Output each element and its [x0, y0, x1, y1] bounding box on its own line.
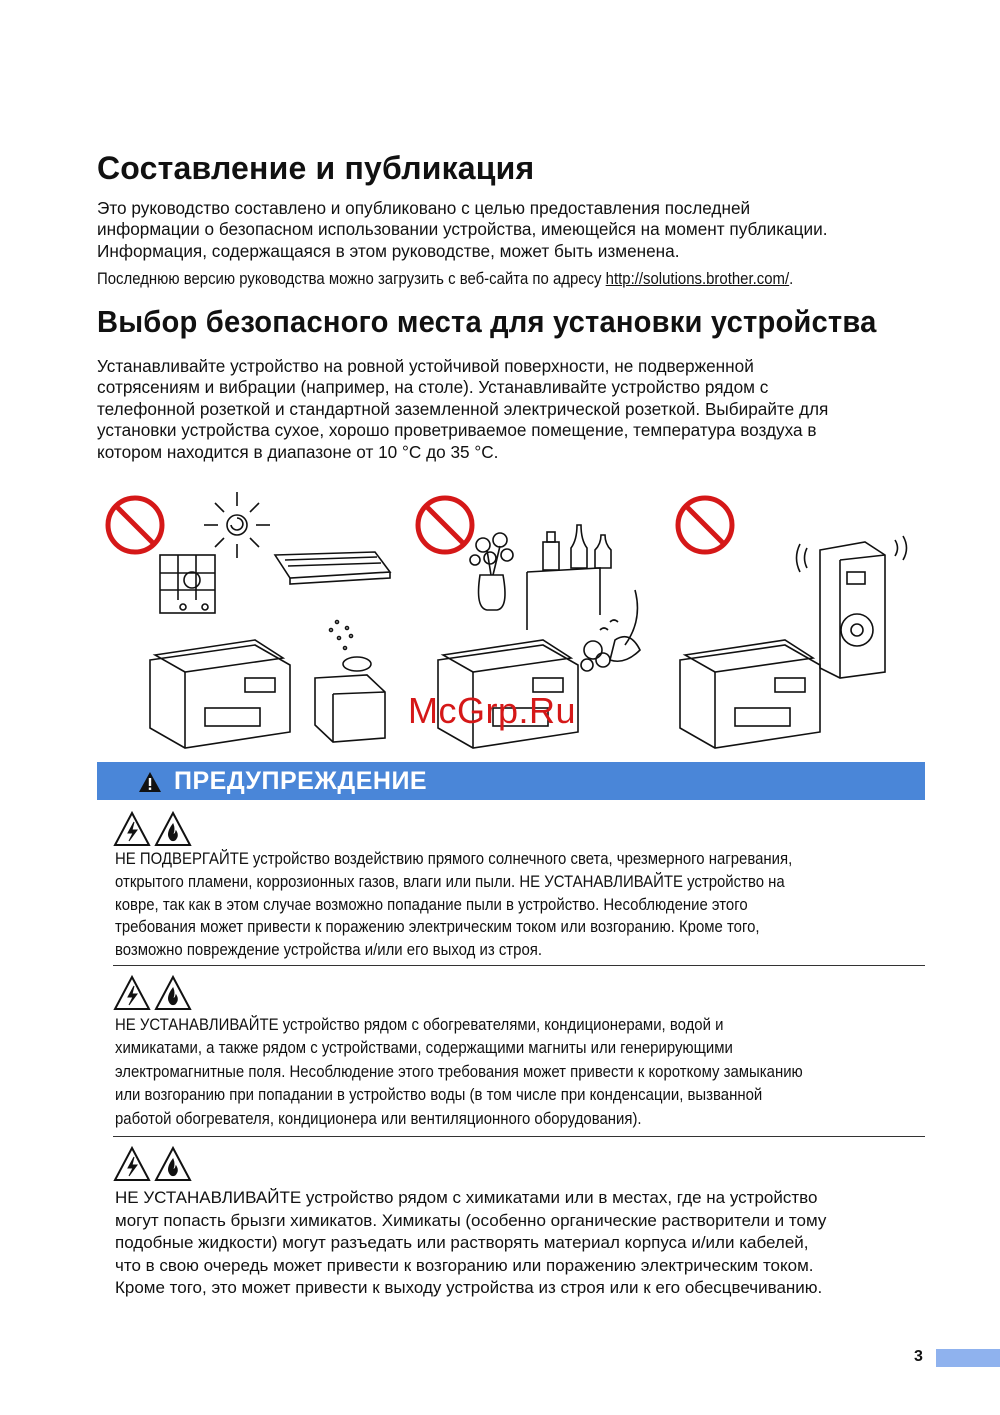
text-line: могут попасть брызги химикатов. Химикаты (особенно органические растворители и тому	[115, 1210, 827, 1230]
prohibit-icon	[678, 498, 732, 552]
section-title-publication: Составление и публикация	[97, 150, 535, 186]
download-link[interactable]: http://solutions.brother.com/	[605, 269, 790, 288]
fire-icon	[156, 1148, 190, 1180]
text-line: возможно повреждение устройства и/или его выход из строя.	[115, 940, 542, 960]
download-text: Последнюю версию руководства можно загрузить с веб-сайта по адресу	[97, 269, 606, 288]
divider	[113, 965, 925, 966]
printer-icon	[150, 640, 290, 748]
section-title-placement: Выбор безопасного места для установки устройства	[97, 304, 877, 339]
text-line: информации о безопасном использовании устройства, имеющейся на момент публикации.	[97, 219, 828, 240]
warning-icons	[113, 810, 203, 850]
text-line: открытого пламени, коррозионных газов, влаги или пыли. НЕ УСТАНАВЛИВАЙТЕ устройство на	[115, 871, 785, 891]
fire-icon	[156, 813, 190, 845]
text-line: химикатами, а также рядом с устройствами, содержащими магниты или генерирующими	[115, 1038, 733, 1058]
text-line: НЕ УСТАНАВЛИВАЙТЕ устройство рядом с обогревателями, кондиционерами, водой и	[115, 1015, 724, 1034]
flower-vase-icon	[470, 533, 513, 610]
watermark: McGrp.Ru	[408, 690, 577, 731]
speaker-icon	[797, 536, 907, 678]
dust-brush-icon	[581, 590, 640, 671]
text-line: требования может привести к поражению электрическим током или возгоранию. Кроме того,	[115, 917, 760, 937]
download-end: .	[789, 269, 794, 288]
text-line: НЕ УСТАНАВЛИВАЙТЕ устройство рядом с химикатами или в местах, где на устройство	[115, 1188, 818, 1207]
warning-icons	[113, 974, 203, 1014]
heater-icon	[160, 555, 215, 613]
prohibit-icon	[418, 498, 472, 552]
prohibit-icon	[108, 498, 162, 552]
warning-triangle-icon	[138, 771, 162, 793]
download-paragraph	[97, 268, 925, 289]
chemical-bottles-icon	[527, 525, 611, 630]
text-line: сотрясениям и вибрации (например, на столе). Устанавливайте устройство рядом с	[97, 377, 769, 398]
divider	[113, 1136, 925, 1137]
page-number: 3	[914, 1348, 923, 1365]
text-line: что в свою очередь может привести к возгоранию или поражению электрическим током.	[115, 1255, 814, 1275]
text-line: установки устройства сухое, хорошо проветриваемое помещение, температура воздуха в	[97, 420, 817, 441]
warning-icons	[113, 1145, 203, 1185]
page-tab	[936, 1349, 1000, 1367]
text-line: работой обогревателя, кондиционера или вентиляционного оборудования).	[115, 1108, 642, 1128]
warning-title: ПРЕДУПРЕЖДЕНИЕ	[174, 767, 428, 795]
text-line: Устанавливайте устройство на ровной устойчивой поверхности, не подверженной	[97, 356, 754, 376]
text-line: Это руководство составлено и опубликовано с целью предоставления последней	[97, 198, 751, 218]
text-line: Кроме того, это может привести к выходу устройства из строя или к его обесцвечиванию.	[115, 1278, 823, 1298]
sun-icon	[204, 492, 270, 558]
text-line: ковре, так как в этом случае возможно попадание пыли в устройство. Несоблюдение этого	[115, 894, 748, 914]
warning-block-1	[115, 848, 862, 962]
text-line: подобные жидкости) могут разъедать или растворять материал корпуса и/или кабелей,	[115, 1233, 809, 1253]
electric-shock-icon	[115, 813, 149, 845]
text-line: котором находится в диапазоне от 10 °C до 35 °C.	[97, 441, 499, 462]
electric-shock-icon	[115, 977, 149, 1009]
publication-paragraph	[97, 198, 927, 262]
fire-icon	[156, 977, 190, 1009]
printer-icon	[680, 640, 820, 748]
text-line: или возгоранию при попадании в устройство воды (в том числе при конденсации, вызванной	[115, 1085, 763, 1105]
vent-icon	[275, 552, 390, 584]
placement-paragraph	[97, 356, 927, 463]
text-line: электромагнитные поля. Несоблюдение этого требования может привести к короткому замыканию	[115, 1061, 803, 1081]
warning-block-3	[115, 1187, 935, 1300]
humidifier-icon	[315, 621, 385, 743]
text-line: Информация, содержащаяся в этом руководстве, может быть изменена.	[97, 240, 680, 261]
electric-shock-icon	[115, 1148, 149, 1180]
text-line: телефонной розеткой и стандартной заземленной электрической розеткой. Выбирайте для	[97, 398, 829, 419]
warning-block-2	[115, 1013, 862, 1130]
text-line: НЕ ПОДВЕРГАЙТЕ устройство воздействию прямого солнечного света, чрезмерного нагревания,	[115, 849, 793, 868]
